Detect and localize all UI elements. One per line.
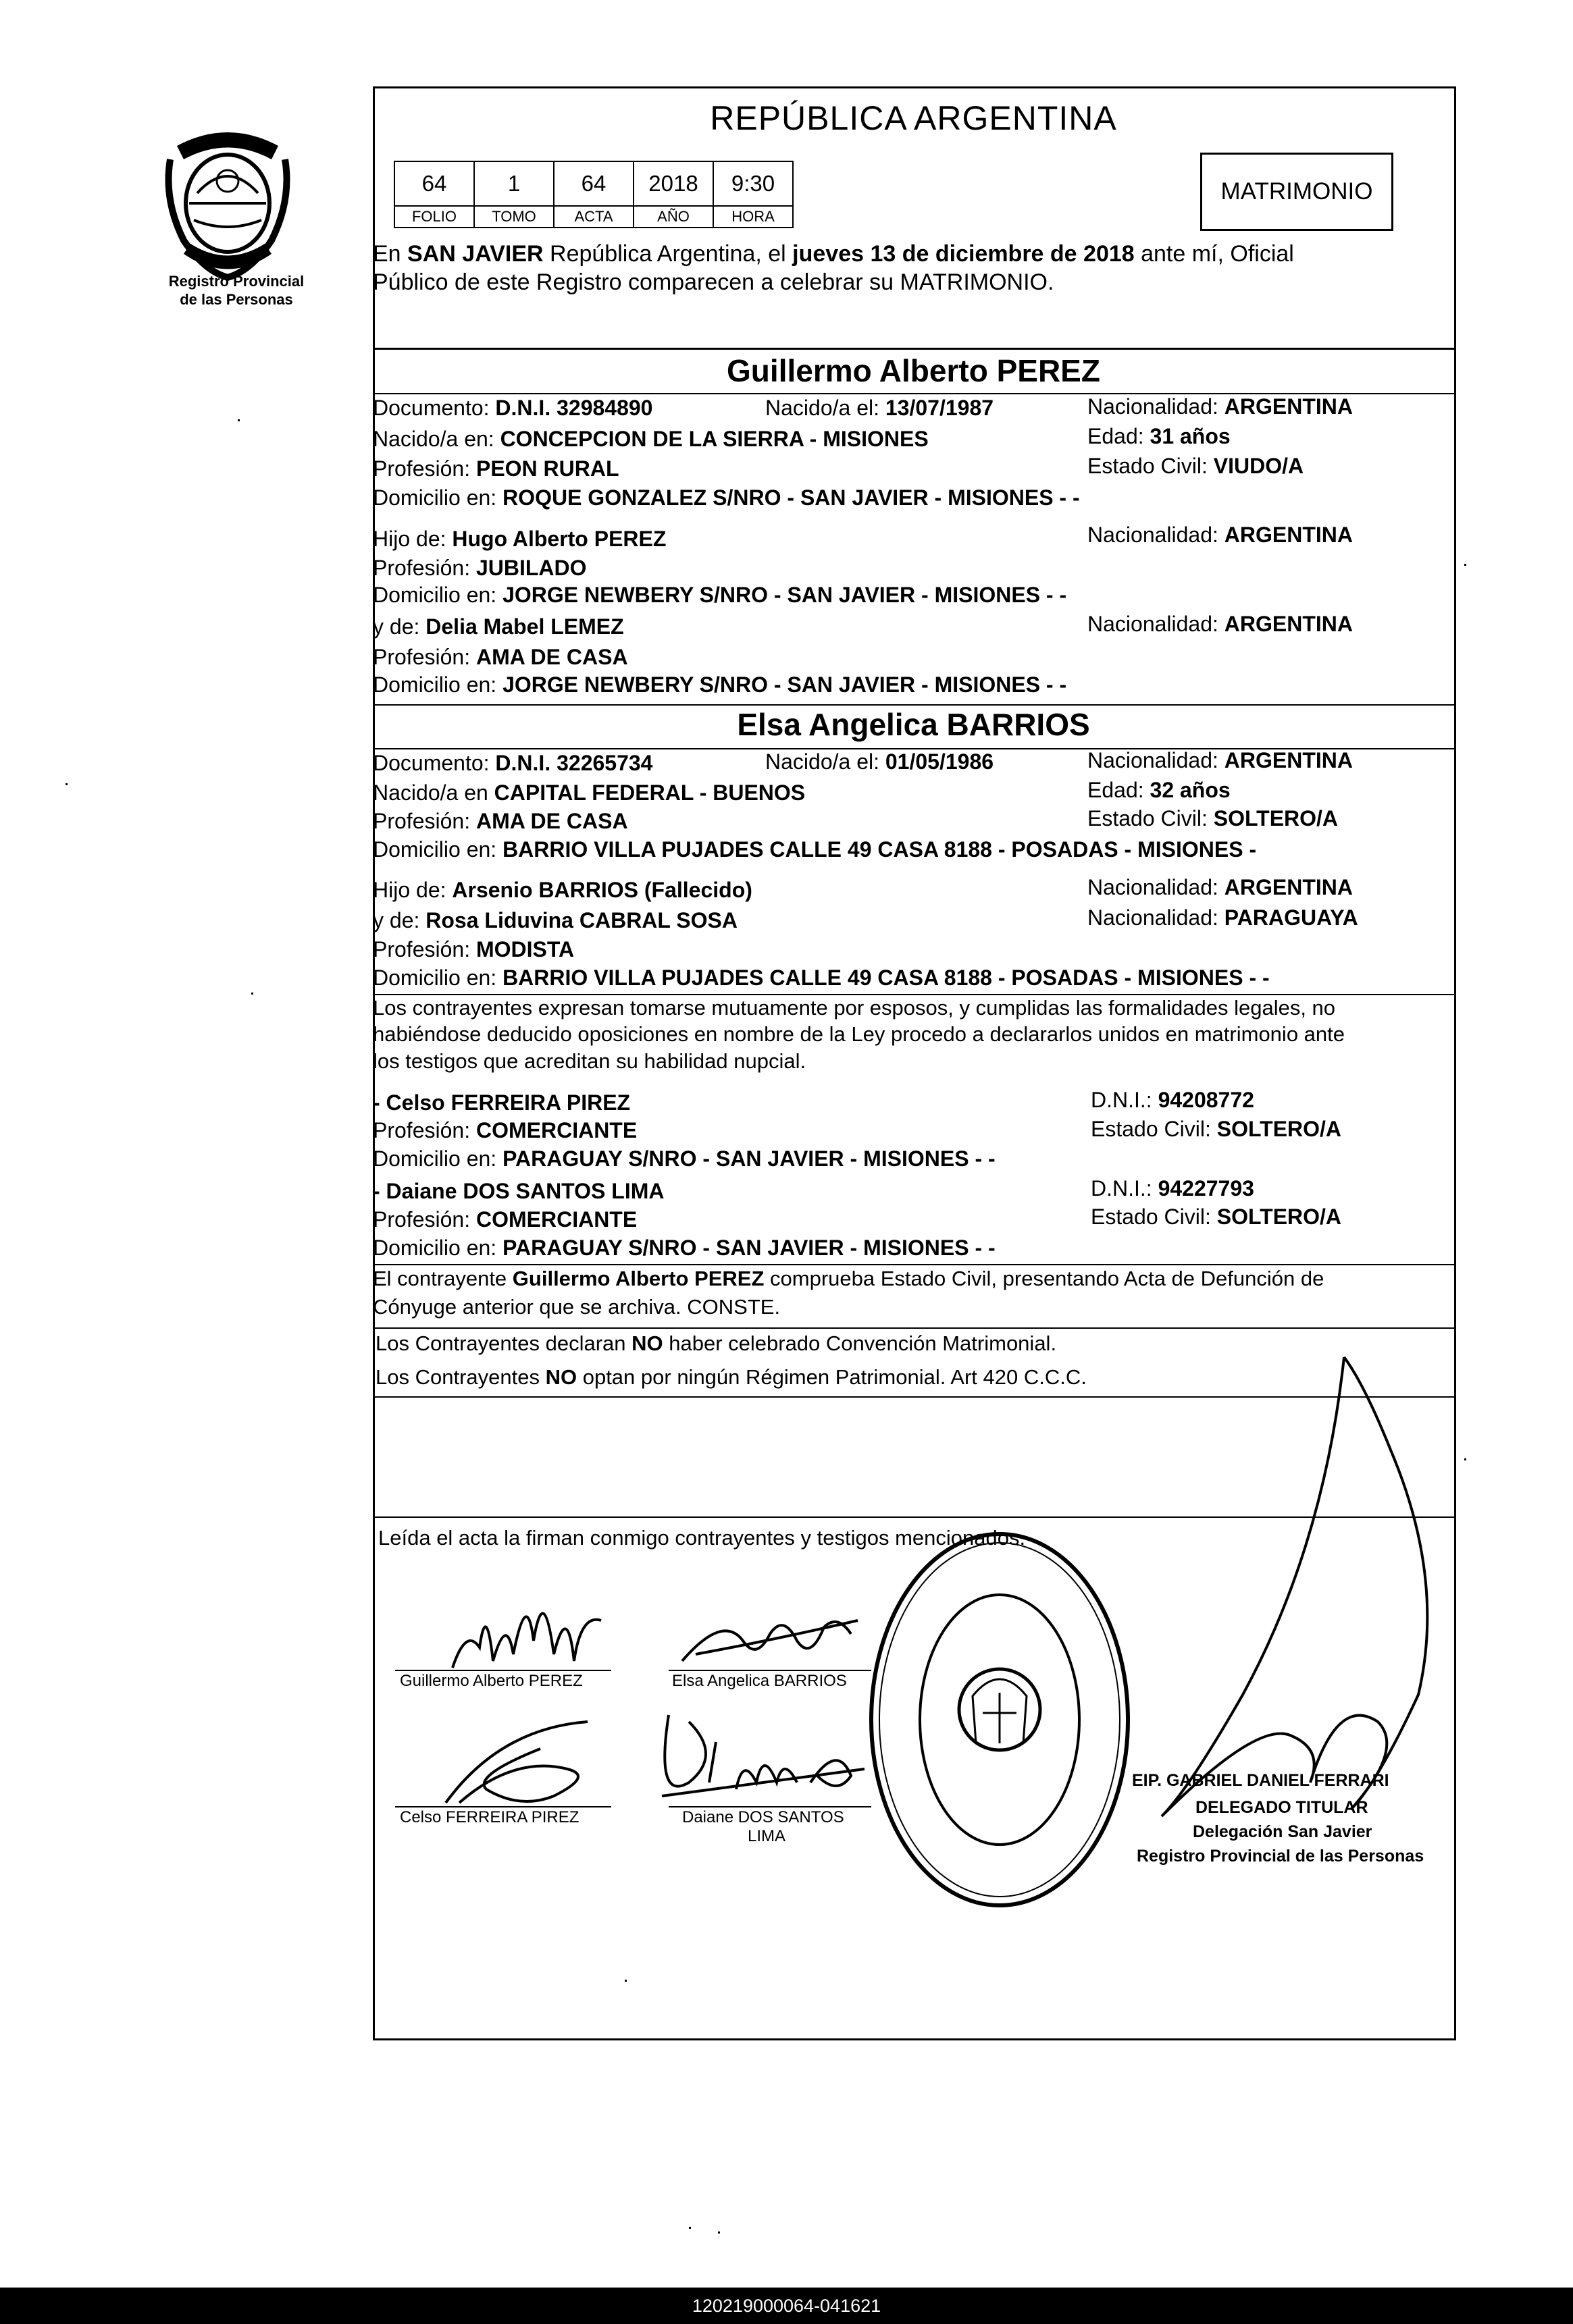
bride-mother: y de: Rosa Liduvina CABRAL SOSA (373, 908, 738, 932)
groom-father-domicilio: Domicilio en: JORGE NEWBERY S/NRO - SAN JAVIER - MISIONES - - (373, 583, 1067, 607)
groom-nacido: Nacido/a el: 13/07/1987 (765, 396, 994, 420)
witness-1-signature-label: Celso FERREIRA PIREZ (400, 1808, 579, 1826)
official-seal-stamp (865, 1527, 1135, 1912)
witness-2-name: - Daiane DOS SANTOS LIMA (373, 1179, 665, 1203)
bride-signature (669, 1600, 871, 1674)
witness-1-estado-civil: Estado Civil: SOLTERO/A (1091, 1117, 1342, 1141)
civil-status-note-line2: Cónyuge anterior que se archiva. CONSTE. (373, 1295, 781, 1319)
bride-mother-nacionalidad: Nacionalidad: PARAGUAYA (1087, 905, 1358, 930)
acta-value: 64 (554, 161, 634, 206)
intro-line1: En SAN JAVIER República Argentina, el jueves 13 de diciembre de 2018 ante mí, Oficial (373, 241, 1294, 267)
groom-mother: y de: Delia Mabel LEMEZ (373, 614, 624, 639)
bride-father-nacionalidad: Nacionalidad: ARGENTINA (1087, 875, 1353, 899)
bride-name: Elsa Angelica BARRIOS (737, 707, 1090, 742)
declaration-line1: Los contrayentes expresan tomarse mutuamente por esposos, y cumplidas las formalidades legales, no (373, 996, 1336, 1020)
groom-profesion: Profesión: PEON RURAL (373, 456, 619, 481)
bride-nacido: Nacido/a el: 01/05/1986 (765, 749, 994, 774)
record-reference-table (394, 161, 794, 228)
groom-lugar: Nacido/a en: CONCEPCION DE LA SIERRA - MISIONES (373, 427, 929, 451)
groom-documento: Documento: D.N.I. 32984890 (373, 396, 653, 420)
groom-father-nacionalidad: Nacionalidad: ARGENTINA (1087, 523, 1353, 547)
divider (373, 1264, 1454, 1265)
groom-estado-civil: Estado Civil: VIUDO/A (1087, 454, 1304, 478)
bride-signature-line (669, 1670, 871, 1671)
witness-2-signature-label-line1: Daiane DOS SANTOS (682, 1808, 844, 1826)
groom-father: Hijo de: Hugo Alberto PEREZ (373, 527, 667, 551)
hora-value: 9:30 (713, 161, 793, 206)
groom-signature-label: Guillermo Alberto PEREZ (400, 1672, 583, 1690)
civil-status-note-line1: El contrayente Guillermo Alberto PEREZ comprueba Estado Civil, presentando Acta de Defunción de (373, 1267, 1324, 1290)
tomo-label: TOMO (474, 206, 554, 228)
groom-edad: Edad: 31 años (1087, 424, 1231, 448)
witness-1-profesion: Profesión: COMERCIANTE (373, 1118, 638, 1142)
logo-caption (138, 272, 334, 309)
closing-statement: Leída el acta la firman conmigo contrayentes y testigos mencionados. (378, 1526, 1026, 1550)
witness-1-name: - Celso FERREIRA PIREZ (373, 1090, 631, 1115)
witness-1-domicilio: Domicilio en: PARAGUAY S/NRO - SAN JAVIER - MISIONES - - (373, 1146, 996, 1171)
scan-speck (238, 419, 240, 421)
witness-1-signature-line (395, 1806, 611, 1807)
groom-mother-nacionalidad: Nacionalidad: ARGENTINA (1087, 612, 1353, 636)
witness-2-profesion: Profesión: COMERCIANTE (373, 1207, 638, 1232)
bride-domicilio: Domicilio en: BARRIO VILLA PUJADES CALLE 49 CASA 8188 - POSADAS - MISIONES - (373, 837, 1257, 862)
witness-2-dni: D.N.I.: 94227793 (1091, 1176, 1254, 1200)
witness-2-signature-line (669, 1806, 871, 1807)
bride-father: Hijo de: Arsenio BARRIOS (Fallecido) (373, 878, 752, 902)
groom-signature-line (395, 1670, 611, 1671)
bride-edad: Edad: 32 años (1087, 778, 1231, 802)
official-title: DELEGADO TITULAR (1195, 1798, 1368, 1817)
tomo-value: 1 (474, 161, 554, 206)
record-type-box: MATRIMONIO (1200, 153, 1393, 231)
witness-2-signature-label-line2: LIMA (748, 1827, 786, 1845)
scan-speck (718, 2231, 720, 2234)
groom-name: Guillermo Alberto PEREZ (727, 353, 1100, 388)
bride-estado-civil: Estado Civil: SOLTERO/A (1087, 806, 1339, 830)
groom-domicilio: Domicilio en: ROQUE GONZALEZ S/NRO - SAN JAVIER - MISIONES - - (373, 485, 1080, 510)
page-title: REPÚBLICA ARGENTINA (710, 99, 1117, 137)
scan-speck (66, 783, 68, 785)
groom-mother-profesion: Profesión: AMA DE CASA (373, 645, 628, 669)
scan-speck (689, 2227, 691, 2229)
groom-mother-domicilio: Domicilio en: JORGE NEWBERY S/NRO - SAN JAVIER - MISIONES - - (373, 672, 1067, 697)
divider (373, 1327, 1454, 1329)
bride-signature-label: Elsa Angelica BARRIOS (672, 1672, 847, 1690)
declaration-line2: habiéndose deducido oposiciones en nombre de la Ley procedo a declararlos unidos en matrimonio ante (373, 1022, 1345, 1046)
groom-father-profesion: Profesión: JUBILADO (373, 556, 587, 580)
logo-caption-line1: Registro Provincial (168, 273, 305, 290)
intro-line2: Público de este Registro comparecen a celebrar su MATRIMONIO. (373, 269, 1054, 295)
convention-line2: Los Contrayentes NO optan por ningún Régimen Patrimonial. Art 420 C.C.C. (376, 1365, 1087, 1389)
witness-2-domicilio: Domicilio en: PARAGUAY S/NRO - SAN JAVIER - MISIONES - - (373, 1236, 996, 1260)
anio-label: AÑO (634, 206, 713, 228)
folio-value: 64 (394, 161, 474, 206)
official-registry: Registro Provincial de las Personas (1137, 1847, 1424, 1866)
convention-line1: Los Contrayentes declaran NO haber celebrado Convención Matrimonial. (376, 1331, 1057, 1355)
provincial-coat-of-arms-logo (157, 119, 299, 281)
witness-2-signature (648, 1701, 871, 1816)
official-office: Delegación San Javier (1193, 1822, 1372, 1841)
hora-label: HORA (713, 206, 793, 228)
scan-speck (1464, 564, 1466, 566)
groom-signature (426, 1573, 628, 1681)
witness-2-estado-civil: Estado Civil: SOLTERO/A (1091, 1205, 1342, 1229)
declaration-line3: los testigos que acreditan su habilidad nupcial. (373, 1049, 806, 1073)
bride-profesion: Profesión: AMA DE CASA (373, 809, 628, 833)
bride-nacionalidad: Nacionalidad: ARGENTINA (1087, 748, 1353, 772)
logo-caption-line2: de las Personas (180, 291, 293, 308)
bride-lugar: Nacido/a en CAPITAL FEDERAL - BUENOS (373, 781, 806, 805)
groom-nacionalidad: Nacionalidad: ARGENTINA (1087, 394, 1353, 419)
folio-label: FOLIO (394, 206, 474, 228)
scan-speck (251, 993, 253, 995)
anio-value: 2018 (634, 161, 713, 206)
witness-1-signature (419, 1715, 635, 1816)
divider (373, 704, 1454, 706)
bride-documento: Documento: D.N.I. 32265734 (373, 751, 653, 775)
bride-mother-domicilio: Domicilio en: BARRIO VILLA PUJADES CALLE 49 CASA 8188 - POSADAS - MISIONES - - (373, 966, 1270, 990)
witness-1-dni: D.N.I.: 94208772 (1091, 1088, 1254, 1112)
divider (373, 348, 1454, 350)
official-name: EIP. GABRIEL DANIEL FERRARI (1132, 1771, 1389, 1790)
scan-speck (1464, 1458, 1466, 1460)
acta-label: ACTA (554, 206, 634, 228)
divider (373, 994, 1454, 995)
scan-speck (625, 1980, 627, 1982)
bride-mother-profesion: Profesión: MODISTA (373, 937, 575, 961)
document-id-bar: 120219000064-041621 (0, 2288, 1573, 2324)
